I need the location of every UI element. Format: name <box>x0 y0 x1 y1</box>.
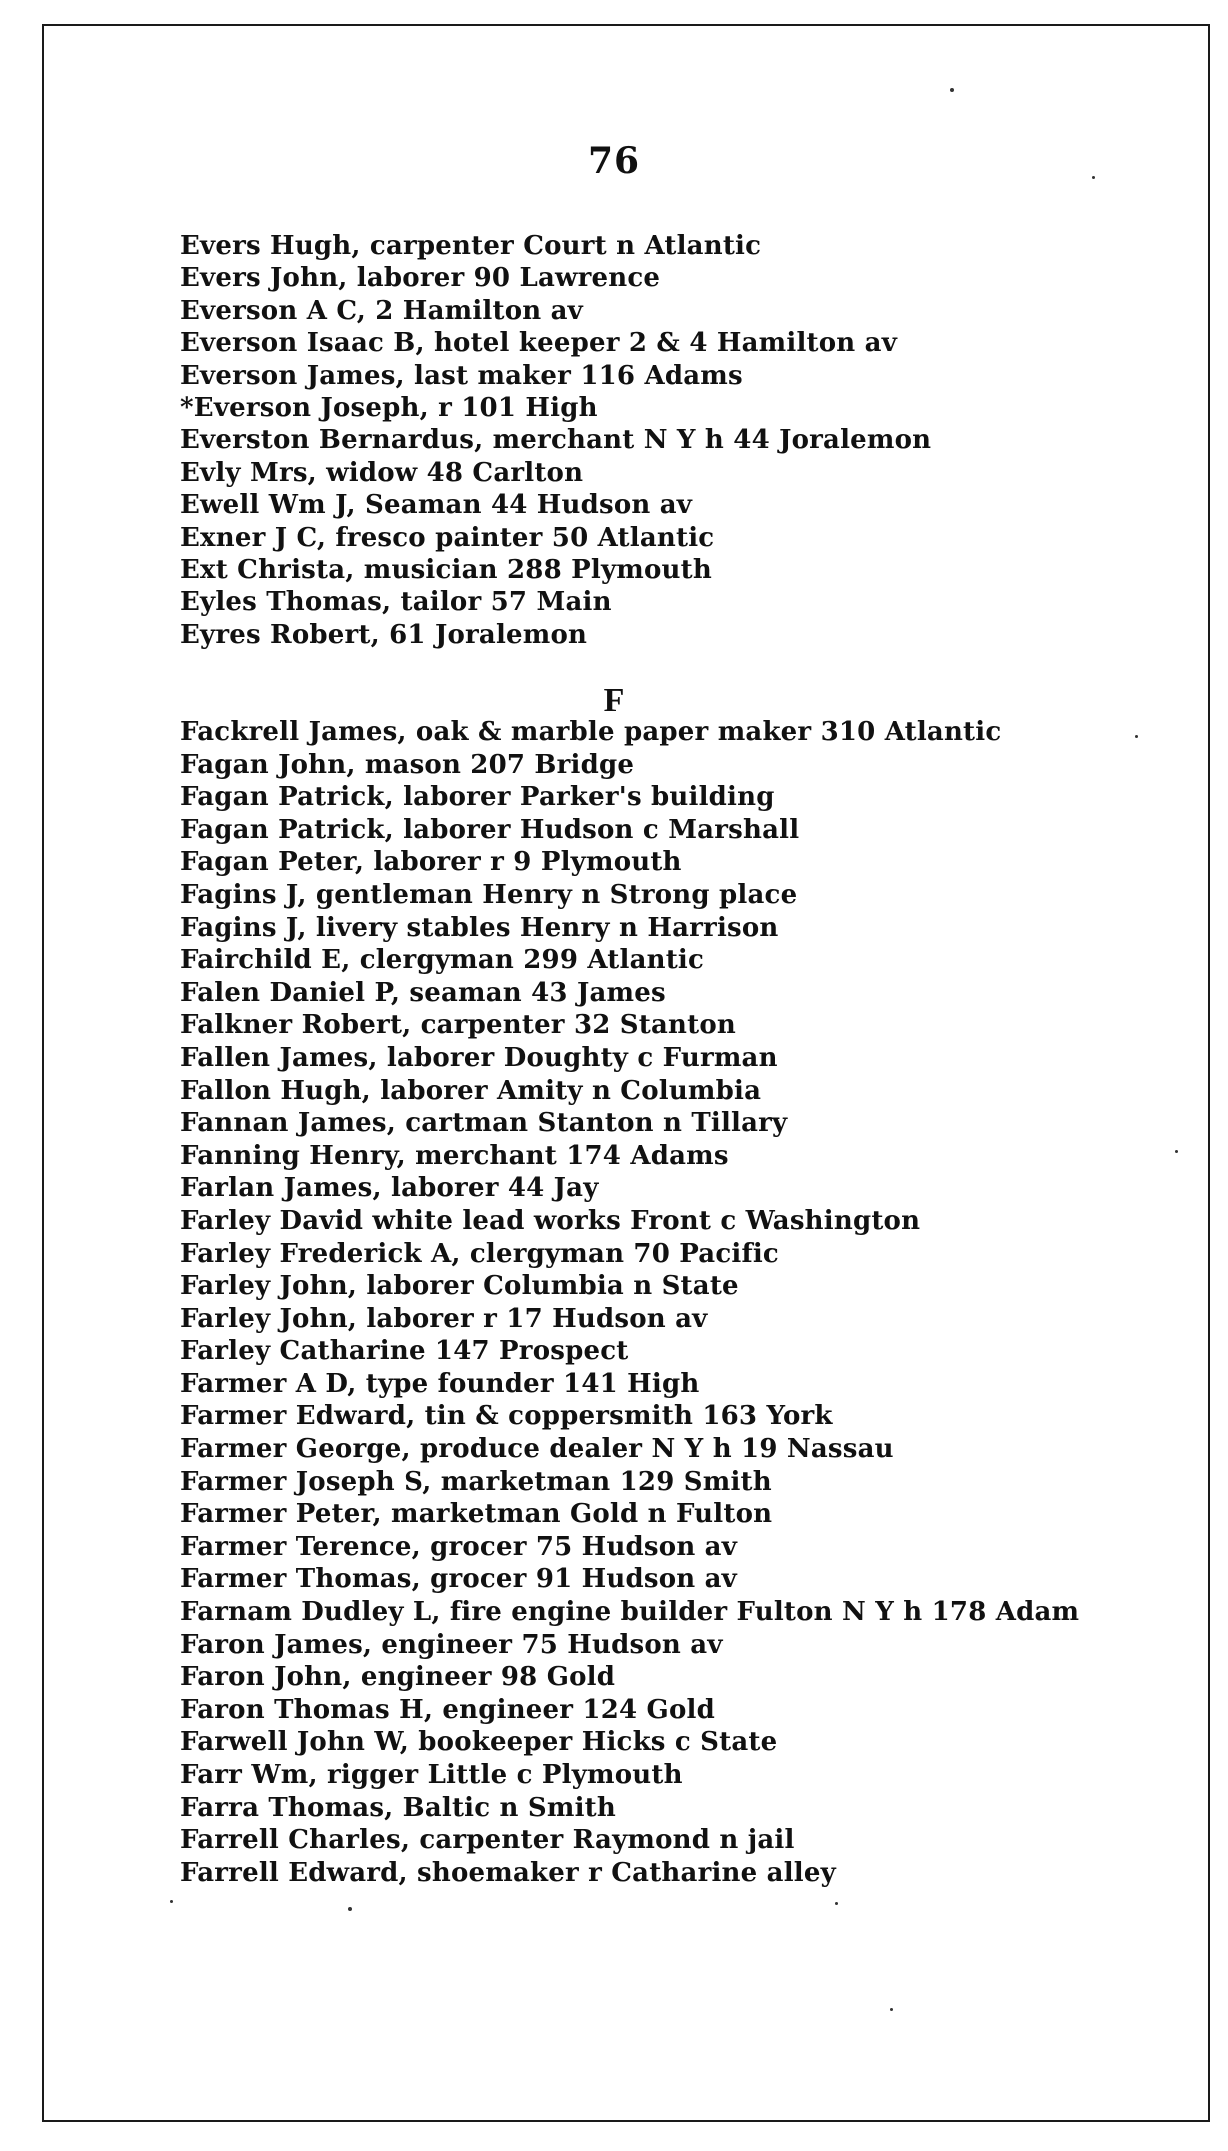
directory-entry: Farra Thomas, Baltic n Smith <box>180 1792 616 1823</box>
directory-entry: Faron John, engineer 98 Gold <box>180 1662 616 1693</box>
directory-entry: Farwell John W, bookeeper Hicks c State <box>180 1727 778 1758</box>
directory-entry: Exner J C, fresco painter 50 Atlantic <box>180 522 715 553</box>
directory-entry: Farley John, laborer r 17 Hudson av <box>180 1303 708 1334</box>
directory-entry: Everson James, last maker 116 Adams <box>180 360 743 391</box>
directory-entry: Fagins J, gentleman Henry n Strong place <box>180 879 798 910</box>
scan-speck <box>1135 735 1138 738</box>
directory-entry: Evly Mrs, widow 48 Carlton <box>180 457 584 488</box>
scan-speck <box>1175 1150 1178 1153</box>
directory-entry: Fagan Peter, laborer r 9 Plymouth <box>180 847 682 878</box>
directory-entry: Farlan James, laborer 44 Jay <box>180 1173 599 1204</box>
directory-entry: Farrell Charles, carpenter Raymond n jail <box>180 1825 795 1856</box>
page-number: 76 <box>587 140 641 182</box>
directory-entry: Eyles Thomas, tailor 57 Main <box>180 587 612 618</box>
scan-speck <box>1092 176 1095 179</box>
scan-speck <box>890 2008 893 2011</box>
section-heading-f: F <box>603 682 625 719</box>
directory-entry: Fanning Henry, merchant 174 Adams <box>180 1140 729 1171</box>
directory-entry: Ext Christa, musician 288 Plymouth <box>180 554 712 585</box>
directory-entry: Faron James, engineer 75 Hudson av <box>180 1629 723 1660</box>
scan-speck <box>170 1900 173 1903</box>
directory-entry: Fagan Patrick, laborer Hudson c Marshall <box>180 814 800 845</box>
directory-entry: Farmer George, produce dealer N Y h 19 Nassau <box>180 1434 894 1465</box>
directory-entry: Eyres Robert, 61 Joralemon <box>180 619 588 650</box>
directory-entry: Farmer Thomas, grocer 91 Hudson av <box>180 1564 737 1595</box>
directory-entry: Farmer Peter, marketman Gold n Fulton <box>180 1499 773 1530</box>
directory-entry: Farley Frederick A, clergyman 70 Pacific <box>180 1238 779 1269</box>
directory-entry: Fackrell James, oak & marble paper maker 310 Atlantic <box>180 717 1002 747</box>
directory-entry: Farley John, laborer Columbia n State <box>180 1271 739 1302</box>
directory-entry: Farmer A D, type founder 141 High <box>180 1368 700 1399</box>
directory-entry: Fagan John, mason 207 Bridge <box>180 749 635 780</box>
directory-entry: Fagan Patrick, laborer Parker's building <box>180 782 775 813</box>
directory-entry: Fallen James, laborer Doughty c Furman <box>180 1042 778 1073</box>
directory-entry: Fagins J, livery stables Henry n Harrison <box>180 912 779 943</box>
directory-entry: Falkner Robert, carpenter 32 Stanton <box>180 1010 736 1041</box>
directory-entry: *Everson Joseph, r 101 High <box>180 392 598 423</box>
directory-entry: Farmer Edward, tin & coppersmith 163 York <box>180 1401 833 1432</box>
directory-entry: Farnam Dudley L, fire engine builder Fulton N Y h 178 Adam <box>180 1597 1080 1628</box>
directory-entry: Farley David white lead works Front c Washington <box>180 1205 921 1236</box>
directory-entry: Farmer Joseph S, marketman 129 Smith <box>180 1466 772 1497</box>
directory-entry: Farrell Edward, shoemaker r Catharine alley <box>180 1857 836 1888</box>
directory-entry: Farr Wm, rigger Little c Plymouth <box>180 1760 683 1790</box>
directory-entry: Evers Hugh, carpenter Court n Atlantic <box>180 231 762 261</box>
directory-list-f <box>180 716 1190 1889</box>
directory-entry: Everson Isaac B, hotel keeper 2 & 4 Hamilton av <box>180 328 897 359</box>
directory-entry: Falen Daniel P, seaman 43 James <box>180 977 666 1008</box>
directory-entry: Farley Catharine 147 Prospect <box>180 1336 629 1367</box>
scan-speck <box>835 1902 838 1905</box>
directory-entry: Everson A C, 2 Hamilton av <box>180 295 583 326</box>
scan-speck <box>950 88 954 92</box>
directory-entry: Everston Bernardus, merchant N Y h 44 Joralemon <box>180 425 932 456</box>
directory-entry: Fairchild E, clergyman 299 Atlantic <box>180 945 705 976</box>
directory-entry: Farmer Terence, grocer 75 Hudson av <box>180 1531 738 1562</box>
directory-list-e <box>180 230 1180 651</box>
directory-entry: Fallon Hugh, laborer Amity n Columbia <box>180 1075 762 1106</box>
directory-entry: Faron Thomas H, engineer 124 Gold <box>180 1694 715 1725</box>
directory-entry: Fannan James, cartman Stanton n Tillary <box>180 1108 788 1139</box>
directory-entry: Ewell Wm J, Seaman 44 Hudson av <box>180 490 693 521</box>
scan-speck <box>348 1907 352 1911</box>
directory-entry: Evers John, laborer 90 Lawrence <box>180 263 661 294</box>
